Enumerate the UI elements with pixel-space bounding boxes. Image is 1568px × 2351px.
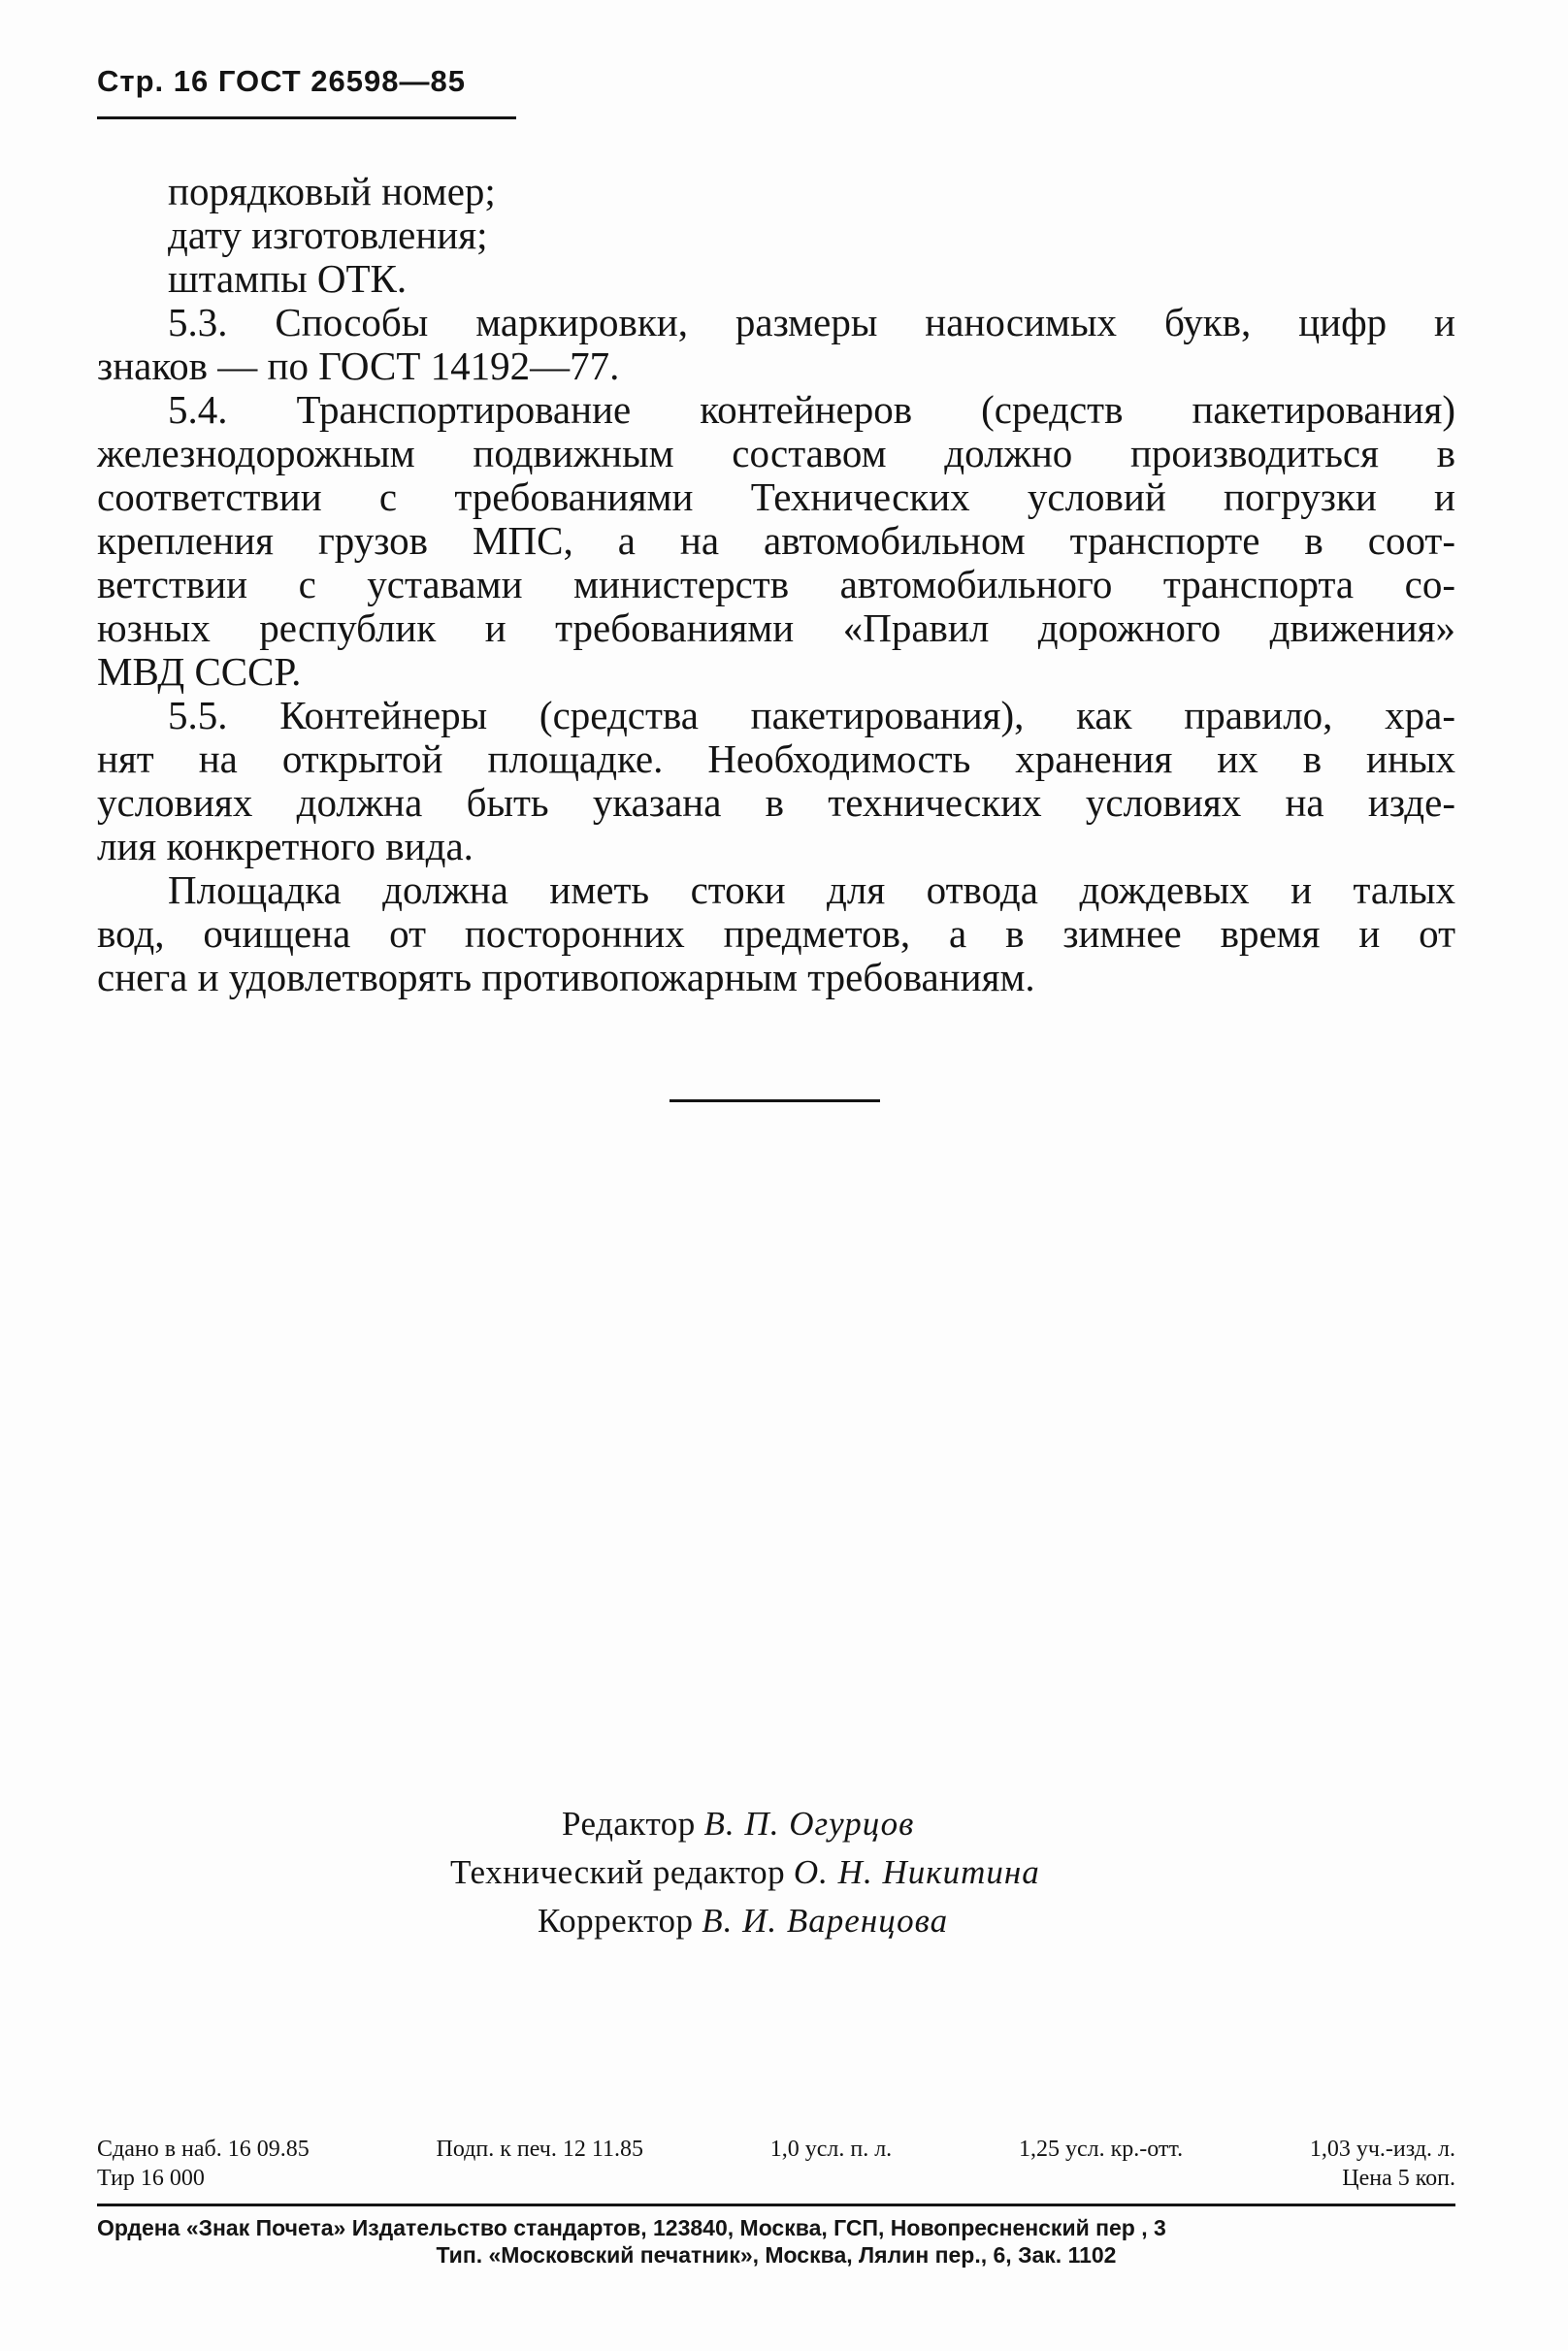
section-5-5-line: лия конкретного вида. xyxy=(97,824,474,868)
imprint-edsheets: 1,03 уч.-изд. л. xyxy=(1309,2137,1455,2162)
list-item: дату изготовления; xyxy=(168,212,488,257)
credit-name: О. Н. Никитина xyxy=(793,1853,1040,1891)
imprint-run: Тир 16 000 xyxy=(97,2166,205,2191)
section-5-4-line: железнодорожным подвижным составом должно производиться в xyxy=(97,431,1455,475)
credit-tech-editor xyxy=(0,1848,1568,1897)
section-5-4-line: МВД СССР. xyxy=(97,649,302,694)
credit-name: В. И. Варенцова xyxy=(702,1902,949,1940)
list-item: порядковый номер; xyxy=(168,169,496,213)
credit-role: Технический редактор xyxy=(450,1853,786,1891)
section-5-4-line: юзных республик и требованиями «Правил дорожного движения» xyxy=(97,605,1455,650)
section-5-4-line: ветствии с уставами министерств автомобильного транспорта со- xyxy=(97,562,1455,606)
section-5-5-line: условиях должна быть указана в технических условиях на изде- xyxy=(97,780,1455,825)
end-separator xyxy=(670,1099,880,1102)
section-5-5-cont-line: вод, очищена от посторонних предметов, а в зимнее время и от xyxy=(97,911,1455,956)
credit-role: Корректор xyxy=(538,1902,694,1940)
imprint-prints: 1,25 усл. кр.-отт. xyxy=(1018,2137,1184,2162)
imprint-rule xyxy=(97,2204,1455,2206)
imprint-row xyxy=(97,2164,1455,2193)
imprint-price: Цена 5 коп. xyxy=(1342,2166,1455,2191)
imprint-row xyxy=(97,2135,1455,2164)
printer-line: Тип. «Московский печатник», Москва, Лялин пер., 6, Зак. 1102 xyxy=(436,2242,1117,2268)
publisher-block xyxy=(97,2214,1455,2269)
list-item: штампы ОТК. xyxy=(168,256,408,301)
section-5-4-line: соответствии с требованиями Технических условий погрузки и xyxy=(97,474,1455,519)
credit-role: Редактор xyxy=(562,1805,696,1843)
imprint-sheets: 1,0 усл. п. л. xyxy=(769,2137,893,2162)
section-5-4-line: 5.4. Транспортирование контейнеров (средств пакетирования) xyxy=(168,387,1455,432)
section-5-5-line: нят на открытой площадке. Необходимость хранения их в иных xyxy=(97,736,1455,781)
section-5-3-line: 5.3. Способы маркировки, размеры наносимых букв, цифр и xyxy=(168,300,1455,344)
imprint-sent: Сдано в наб. 16 09.85 xyxy=(97,2137,310,2162)
credits xyxy=(0,1800,1568,1945)
section-5-5-line: 5.5. Контейнеры (средства пакетирования), как правило, хра- xyxy=(168,693,1455,737)
header-rule xyxy=(97,116,516,119)
section-5-5-cont-line: снега и удовлетворять противопожарным требованиям. xyxy=(97,955,1035,999)
body-text xyxy=(97,170,1455,999)
section-5-3-line: знаков — по ГОСТ 14192—77. xyxy=(97,343,620,388)
section-5-5-cont-line: Площадка должна иметь стоки для отвода дождевых и талых xyxy=(168,867,1455,912)
print-imprint xyxy=(97,2135,1455,2193)
page-header: Стр. 16 ГОСТ 26598—85 xyxy=(97,64,466,98)
credit-corrector xyxy=(0,1897,1568,1945)
credit-name: В. П. Огурцов xyxy=(703,1805,915,1843)
imprint-signed: Подп. к печ. 12 11.85 xyxy=(436,2137,643,2162)
credit-editor xyxy=(0,1800,1568,1848)
section-5-4-line: крепления грузов МПС, а на автомобильном транспорте в соот- xyxy=(97,518,1455,563)
publisher-line: Ордена «Знак Почета» Издательство стандартов, 123840, Москва, ГСП, Новопресненский пер , 3 xyxy=(97,2215,1166,2240)
